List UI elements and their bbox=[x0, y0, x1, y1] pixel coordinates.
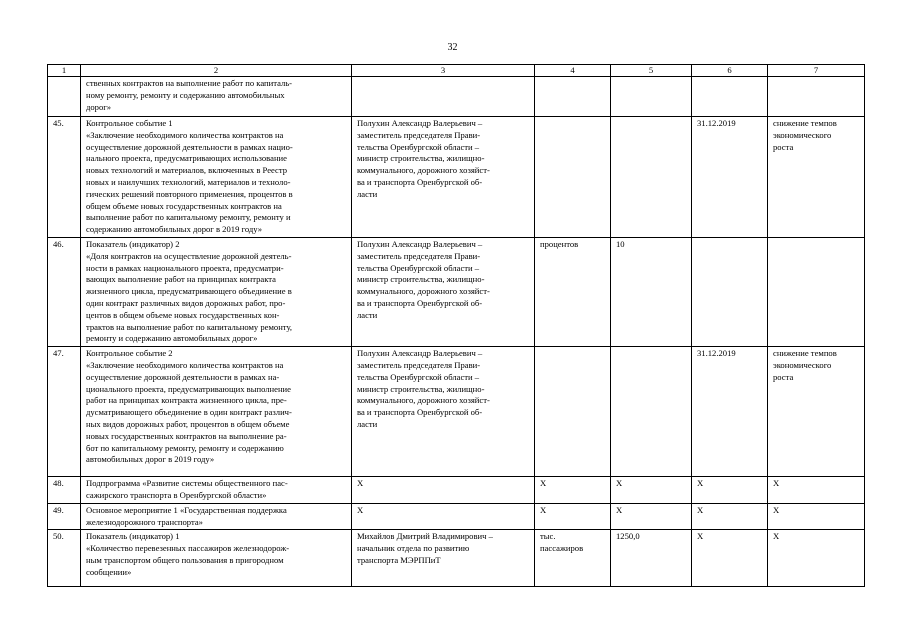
row-number-cell: 49. bbox=[48, 503, 81, 530]
cell-line: заместитель председателя Прави- bbox=[357, 359, 481, 370]
cell-line: начальник отдела по развитию bbox=[357, 543, 470, 554]
cell-line: ласти bbox=[357, 309, 378, 320]
description-cell bbox=[81, 503, 352, 530]
cell-line: сообщении» bbox=[86, 566, 132, 577]
cell-line: экономического bbox=[773, 359, 832, 370]
unit-cell bbox=[535, 77, 611, 117]
table-row bbox=[48, 530, 865, 587]
column-number: 1 bbox=[48, 65, 81, 77]
description-cell bbox=[81, 117, 352, 238]
cell-line: роста bbox=[773, 141, 794, 152]
value-cell bbox=[611, 117, 692, 238]
cell-line: жизненного цикла, предусматривающего объединение в bbox=[86, 286, 292, 297]
cell-line: ционального проекта, предусматривающих выполнение bbox=[86, 383, 291, 394]
cell-line: работ на принципах контракта жизненного цикла, пре- bbox=[86, 395, 287, 406]
value-cell: 1250,0 bbox=[611, 530, 692, 587]
cell-line: бот по капитальному ремонту, ремонту и содержанию bbox=[86, 442, 284, 453]
value-cell bbox=[611, 77, 692, 117]
unit-cell: тыс. пассажиров bbox=[535, 530, 611, 587]
table-row bbox=[48, 77, 865, 117]
risk-cell bbox=[768, 77, 865, 117]
cell-line: трактов на выполнение работ по капитальному ремонту, bbox=[86, 321, 293, 332]
row-number-cell: 47. bbox=[48, 347, 81, 477]
cell-line: «Количество перевезенных пассажиров железнодорож- bbox=[86, 543, 290, 554]
cell-line: Контрольное событие 2 bbox=[86, 348, 173, 359]
cell-line: нального проекта, предусматривающих использование bbox=[86, 153, 287, 164]
table-row bbox=[48, 238, 865, 347]
cell-line: выполнение работ по капитальному ремонту, ремонту и bbox=[86, 212, 291, 223]
cell-line: заместитель председателя Прави- bbox=[357, 250, 481, 261]
cell-line: дорог» bbox=[86, 101, 112, 112]
document-table bbox=[47, 64, 865, 587]
cell-line: Подпрограмма «Развитие системы общественного пас- bbox=[86, 478, 288, 489]
description-cell bbox=[81, 477, 352, 504]
value-cell: X bbox=[611, 503, 692, 530]
cell-line: Полухин Александр Валерьевич – bbox=[357, 118, 483, 128]
cell-line: новых технологий и материалов, включенных в Реестр bbox=[86, 165, 288, 176]
risk-cell bbox=[768, 347, 865, 477]
cell-line: ремонту и содержанию автомобильных дорог» bbox=[86, 333, 258, 344]
column-number: 7 bbox=[768, 65, 865, 77]
responsible-cell bbox=[352, 503, 535, 530]
cell-line: сажирского транспорта в Оренбургской области» bbox=[86, 489, 267, 500]
cell-line: тельства Оренбургской области – bbox=[357, 141, 480, 152]
responsible-cell bbox=[352, 238, 535, 347]
cell-line: «Доля контрактов на осуществление дорожной деятель- bbox=[86, 250, 292, 261]
cell-line: коммунального, дорожного хозяйст- bbox=[357, 395, 490, 406]
cell-line: один контракт различных видов дорожных работ, про- bbox=[86, 297, 286, 308]
page-number: 32 bbox=[447, 42, 458, 53]
cell-line: центов в общем объеме новых государственных кон- bbox=[86, 309, 280, 320]
cell-line: коммунального, дорожного хозяйст- bbox=[357, 165, 490, 176]
cell-line: X bbox=[773, 478, 780, 489]
cell-line: снижение темпов bbox=[773, 118, 837, 128]
cell-line: ных видов дорожных работ, процентов в общем объеме bbox=[86, 418, 290, 429]
date-cell: X bbox=[692, 477, 768, 504]
table-row bbox=[48, 477, 865, 504]
cell-line: ному ремонту, ремонту и содержанию автомобильных bbox=[86, 89, 285, 100]
table-row bbox=[48, 117, 865, 238]
table-row bbox=[48, 503, 865, 530]
date-cell: 31.12.2019 bbox=[692, 117, 768, 238]
row-number-cell: 45. bbox=[48, 117, 81, 238]
table-row bbox=[48, 347, 865, 477]
unit-cell bbox=[535, 347, 611, 477]
description-cell bbox=[81, 347, 352, 477]
cell-line: X bbox=[773, 504, 780, 515]
cell-line: ва и транспорта Оренбургской об- bbox=[357, 407, 483, 418]
risk-cell bbox=[768, 117, 865, 238]
date-cell bbox=[692, 238, 768, 347]
cell-line: Контрольное событие 1 bbox=[86, 118, 173, 128]
row-number-cell: 50. bbox=[48, 530, 81, 587]
cell-line: ласти bbox=[357, 188, 378, 199]
value-cell: X bbox=[611, 477, 692, 504]
cell-line: автомобильных дорог в 2019 году» bbox=[86, 454, 215, 465]
risk-cell bbox=[768, 238, 865, 347]
date-cell: 31.12.2019 bbox=[692, 347, 768, 477]
cell-line: осуществление дорожной деятельности в рамках нацио- bbox=[86, 141, 293, 152]
cell-line: ва и транспорта Оренбургской об- bbox=[357, 176, 483, 187]
cell-line: общем объеме новых государственных контрактов на bbox=[86, 200, 282, 211]
table-body bbox=[48, 77, 865, 587]
unit-cell: X bbox=[535, 477, 611, 504]
cell-line: ным транспортом общего пользования в пригородном bbox=[86, 554, 284, 565]
date-cell bbox=[692, 77, 768, 117]
cell-line: ности в рамках национального проекта, предусматри- bbox=[86, 262, 284, 273]
responsible-cell bbox=[352, 77, 535, 117]
responsible-cell bbox=[352, 530, 535, 587]
cell-line: осуществление дорожной деятельности в рамках на- bbox=[86, 371, 280, 382]
cell-line: заместитель председателя Прави- bbox=[357, 129, 481, 140]
unit-cell: процентов bbox=[535, 238, 611, 347]
value-cell: 10 bbox=[611, 238, 692, 347]
unit-cell bbox=[535, 117, 611, 238]
responsible-cell bbox=[352, 347, 535, 477]
cell-line: «Заключение необходимого количества контрактов на bbox=[86, 359, 284, 370]
cell-line: железнодорожного транспорта» bbox=[86, 516, 203, 527]
date-cell: X bbox=[692, 503, 768, 530]
cell-line: Показатель (индикатор) 2 bbox=[86, 239, 180, 249]
cell-line: ственных контрактов на выполнение работ по капиталь- bbox=[86, 78, 293, 88]
description-cell bbox=[81, 238, 352, 347]
date-cell: X bbox=[692, 530, 768, 587]
cell-line: министр строительства, жилищно- bbox=[357, 383, 485, 394]
column-number-row bbox=[48, 65, 865, 77]
cell-line: тельства Оренбургской области – bbox=[357, 371, 480, 382]
cell-line: Показатель (индикатор) 1 bbox=[86, 531, 180, 542]
responsible-cell bbox=[352, 117, 535, 238]
column-number: 5 bbox=[611, 65, 692, 77]
risk-cell bbox=[768, 503, 865, 530]
cell-line: роста bbox=[773, 371, 794, 382]
cell-line: ласти bbox=[357, 418, 378, 429]
cell-line: экономического bbox=[773, 129, 832, 140]
cell-line: транспорта МЭРППиТ bbox=[357, 554, 441, 565]
row-number-cell: 48. bbox=[48, 477, 81, 504]
cell-line: X bbox=[773, 531, 780, 542]
cell-line: X bbox=[357, 504, 364, 515]
column-number: 4 bbox=[535, 65, 611, 77]
cell-line: новых государственных контрактов на выполнение ра- bbox=[86, 430, 287, 441]
column-number: 3 bbox=[352, 65, 535, 77]
row-number-cell: 46. bbox=[48, 238, 81, 347]
cell-line: коммунального, дорожного хозяйст- bbox=[357, 286, 490, 297]
cell-line: министр строительства, жилищно- bbox=[357, 153, 485, 164]
cell-line: содержанию автомобильных дорог в 2019 году» bbox=[86, 224, 263, 235]
description-cell bbox=[81, 530, 352, 587]
cell-line: министр строительства, жилищно- bbox=[357, 274, 485, 285]
cell-line: Полухин Александр Валерьевич – bbox=[357, 348, 483, 359]
column-number: 2 bbox=[81, 65, 352, 77]
description-cell bbox=[81, 77, 352, 117]
cell-line: тельства Оренбургской области – bbox=[357, 262, 480, 273]
cell-line: новых и наилучших технологий, материалов и техноло- bbox=[86, 176, 291, 187]
row-number-cell bbox=[48, 77, 81, 117]
cell-line: «Заключение необходимого количества контрактов на bbox=[86, 129, 284, 140]
cell-line: дусматривающего объединение в один контракт различ- bbox=[86, 407, 292, 418]
cell-line: вающих выполнение работ на принципах контракта bbox=[86, 274, 276, 285]
responsible-cell bbox=[352, 477, 535, 504]
column-number: 6 bbox=[692, 65, 768, 77]
cell-line: Полухин Александр Валерьевич – bbox=[357, 239, 483, 249]
risk-cell bbox=[768, 530, 865, 587]
cell-line: Основное мероприятие 1 «Государственная поддержка bbox=[86, 504, 287, 515]
risk-cell bbox=[768, 477, 865, 504]
cell-line: гических решений повторного применения, процентов в bbox=[86, 188, 293, 199]
cell-line: X bbox=[357, 478, 364, 489]
cell-line: снижение темпов bbox=[773, 348, 837, 359]
cell-line: Михайлов Дмитрий Владимирович – bbox=[357, 531, 493, 542]
unit-cell: X bbox=[535, 503, 611, 530]
cell-line: ва и транспорта Оренбургской об- bbox=[357, 297, 483, 308]
value-cell bbox=[611, 347, 692, 477]
